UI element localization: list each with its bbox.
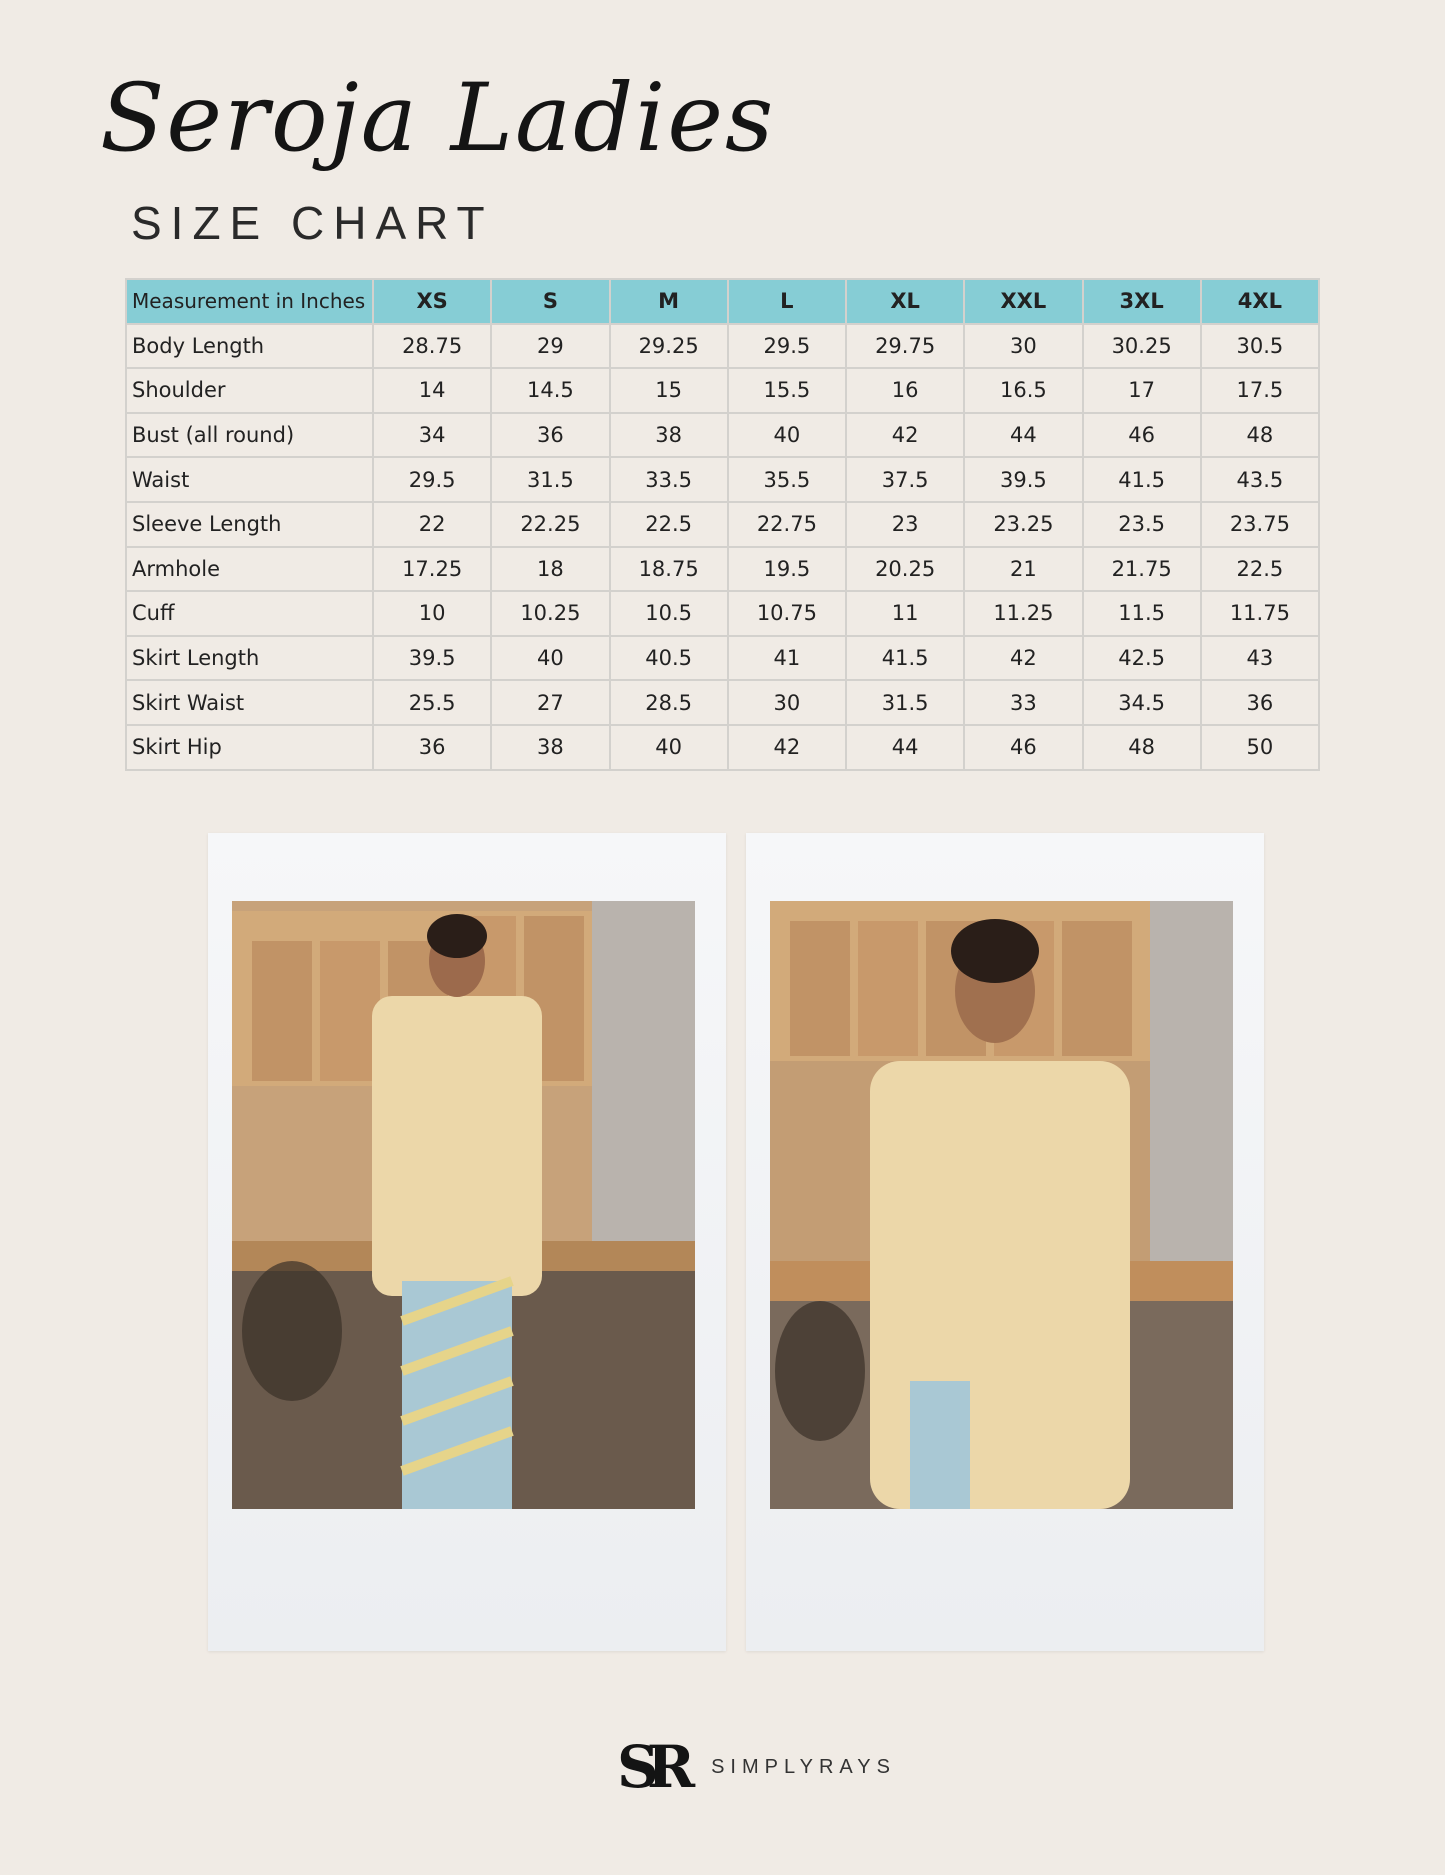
row-label-cell: Body Length <box>126 324 373 369</box>
row-label-cell: Skirt Hip <box>126 725 373 770</box>
model-photo-closeup <box>770 901 1233 1509</box>
value-cell: 15 <box>610 368 728 413</box>
value-cell: 14.5 <box>491 368 609 413</box>
value-cell: 19.5 <box>728 547 846 592</box>
value-cell: 38 <box>610 413 728 458</box>
table-row <box>126 725 1319 770</box>
value-cell: 35.5 <box>728 457 846 502</box>
value-cell: 41.5 <box>1083 457 1201 502</box>
model-photo-full-image <box>232 901 695 1509</box>
value-cell: 11.25 <box>964 591 1082 636</box>
value-cell: 23.75 <box>1201 502 1319 547</box>
table-row <box>126 547 1319 592</box>
value-cell: 44 <box>846 725 964 770</box>
value-cell: 40 <box>610 725 728 770</box>
value-cell: 11.75 <box>1201 591 1319 636</box>
header-cell-xxl: XXL <box>964 279 1082 324</box>
header-cell-s: S <box>491 279 609 324</box>
value-cell: 33 <box>964 680 1082 725</box>
value-cell: 43 <box>1201 636 1319 681</box>
value-cell: 29.25 <box>610 324 728 369</box>
row-label-cell: Skirt Waist <box>126 680 373 725</box>
value-cell: 46 <box>1083 413 1201 458</box>
value-cell: 42 <box>728 725 846 770</box>
table-header-row <box>126 279 1319 324</box>
header-cell-measurement: Measurement in Inches <box>126 279 373 324</box>
value-cell: 38 <box>491 725 609 770</box>
value-cell: 14 <box>373 368 491 413</box>
value-cell: 40.5 <box>610 636 728 681</box>
value-cell: 17.5 <box>1201 368 1319 413</box>
row-label-cell: Cuff <box>126 591 373 636</box>
value-cell: 36 <box>1201 680 1319 725</box>
value-cell: 28.5 <box>610 680 728 725</box>
row-label-cell: Bust (all round) <box>126 413 373 458</box>
value-cell: 11 <box>846 591 964 636</box>
value-cell: 31.5 <box>846 680 964 725</box>
value-cell: 42 <box>846 413 964 458</box>
value-cell: 48 <box>1201 413 1319 458</box>
value-cell: 30 <box>964 324 1082 369</box>
value-cell: 46 <box>964 725 1082 770</box>
value-cell: 30.5 <box>1201 324 1319 369</box>
row-label-cell: Skirt Length <box>126 636 373 681</box>
value-cell: 36 <box>491 413 609 458</box>
table-row <box>126 502 1319 547</box>
value-cell: 40 <box>491 636 609 681</box>
value-cell: 22.25 <box>491 502 609 547</box>
value-cell: 29.5 <box>728 324 846 369</box>
value-cell: 34.5 <box>1083 680 1201 725</box>
value-cell: 30.25 <box>1083 324 1201 369</box>
photo-frame-left <box>208 833 726 1651</box>
value-cell: 39.5 <box>964 457 1082 502</box>
value-cell: 41.5 <box>846 636 964 681</box>
value-cell: 28.75 <box>373 324 491 369</box>
header-cell-l: L <box>728 279 846 324</box>
value-cell: 17.25 <box>373 547 491 592</box>
header-cell-xl: XL <box>846 279 964 324</box>
table-row <box>126 368 1319 413</box>
value-cell: 22 <box>373 502 491 547</box>
value-cell: 21.75 <box>1083 547 1201 592</box>
value-cell: 29 <box>491 324 609 369</box>
value-cell: 42 <box>964 636 1082 681</box>
table-body <box>126 324 1319 770</box>
header-cell-m: M <box>610 279 728 324</box>
header-cell-4xl: 4XL <box>1201 279 1319 324</box>
value-cell: 34 <box>373 413 491 458</box>
value-cell: 36 <box>373 725 491 770</box>
size-chart-table <box>125 278 1320 771</box>
value-cell: 16 <box>846 368 964 413</box>
value-cell: 50 <box>1201 725 1319 770</box>
table-row <box>126 457 1319 502</box>
value-cell: 11.5 <box>1083 591 1201 636</box>
value-cell: 23.5 <box>1083 502 1201 547</box>
brand-logo <box>617 1733 896 1801</box>
value-cell: 29.75 <box>846 324 964 369</box>
value-cell: 42.5 <box>1083 636 1201 681</box>
brand-logo-text: SIMPLYRAYS <box>711 1755 896 1778</box>
value-cell: 31.5 <box>491 457 609 502</box>
value-cell: 37.5 <box>846 457 964 502</box>
table-row <box>126 413 1319 458</box>
value-cell: 22.5 <box>610 502 728 547</box>
row-label-cell: Armhole <box>126 547 373 592</box>
table-row <box>126 324 1319 369</box>
value-cell: 15.5 <box>728 368 846 413</box>
brand-logo-mark: SR <box>617 1733 684 1801</box>
value-cell: 33.5 <box>610 457 728 502</box>
value-cell: 43.5 <box>1201 457 1319 502</box>
table-row <box>126 636 1319 681</box>
value-cell: 18.75 <box>610 547 728 592</box>
value-cell: 10.25 <box>491 591 609 636</box>
table-row <box>126 680 1319 725</box>
value-cell: 10 <box>373 591 491 636</box>
value-cell: 18 <box>491 547 609 592</box>
value-cell: 22.5 <box>1201 547 1319 592</box>
value-cell: 25.5 <box>373 680 491 725</box>
value-cell: 23.25 <box>964 502 1082 547</box>
value-cell: 27 <box>491 680 609 725</box>
header-cell-xs: XS <box>373 279 491 324</box>
row-label-cell: Waist <box>126 457 373 502</box>
value-cell: 17 <box>1083 368 1201 413</box>
photo-frame-right <box>746 833 1264 1651</box>
header-cell-3xl: 3XL <box>1083 279 1201 324</box>
value-cell: 21 <box>964 547 1082 592</box>
value-cell: 10.5 <box>610 591 728 636</box>
value-cell: 10.75 <box>728 591 846 636</box>
value-cell: 16.5 <box>964 368 1082 413</box>
value-cell: 23 <box>846 502 964 547</box>
value-cell: 44 <box>964 413 1082 458</box>
table-row <box>126 591 1319 636</box>
model-photo-full <box>232 901 695 1509</box>
value-cell: 22.75 <box>728 502 846 547</box>
row-label-cell: Sleeve Length <box>126 502 373 547</box>
row-label-cell: Shoulder <box>126 368 373 413</box>
page-subtitle: SIZE CHART <box>131 197 494 249</box>
value-cell: 48 <box>1083 725 1201 770</box>
value-cell: 20.25 <box>846 547 964 592</box>
model-photo-closeup-image <box>770 901 1233 1509</box>
value-cell: 29.5 <box>373 457 491 502</box>
value-cell: 30 <box>728 680 846 725</box>
value-cell: 40 <box>728 413 846 458</box>
value-cell: 39.5 <box>373 636 491 681</box>
page-title: Seroja Ladies <box>100 64 776 173</box>
value-cell: 41 <box>728 636 846 681</box>
